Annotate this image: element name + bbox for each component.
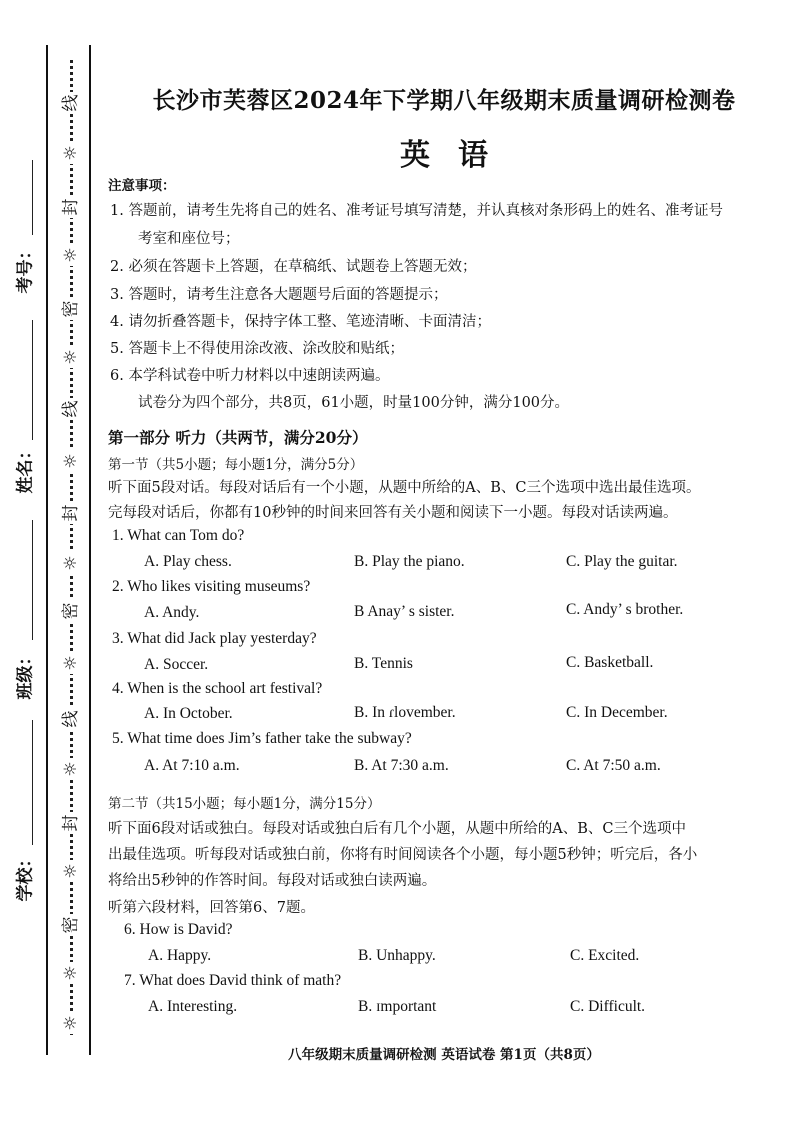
seal-mark-sun: ☼ xyxy=(60,346,82,368)
section2-instructions: 出最佳选项。听每段对话或独白前，你将有时间阅读各个小题，每小题5秒钟；听完后，各小 xyxy=(108,847,698,863)
seal-mark-sun: ☼ xyxy=(60,1012,82,1034)
question-stem: 4. When is the school art festival? xyxy=(112,680,323,697)
seal-mark-sun: ☼ xyxy=(60,758,82,780)
notice-item: 5. 答题卡上不得使用涂改液、涂改胶和贴纸； xyxy=(110,341,404,357)
option-c: C. Difficult. xyxy=(570,998,646,1015)
option-a: A. Soccer. xyxy=(144,656,209,673)
seal-mark-xian: 线 xyxy=(60,398,82,420)
seal-mark-sun: ☼ xyxy=(60,450,82,472)
option-b: B. Unhappy. xyxy=(358,947,436,964)
notice-item: 1. 答题前，请考生先将自己的姓名、准考证号填写清楚，并认真核对条形码上的姓名、准考证号 xyxy=(110,203,723,219)
question-stem: 3. What did Jack play yesterday? xyxy=(112,630,317,647)
section2-instructions: 将给出5秒钟的作答时间。每段对话或独白读两遍。 xyxy=(108,873,437,889)
notice-item: 3. 答题时，请考生注意各大题题号后面的答题提示； xyxy=(110,287,448,303)
question-stem: 2. Who likes visiting museums? xyxy=(112,578,311,595)
seal-mark-sun: ☼ xyxy=(60,962,82,984)
notice-item: 考室和座位号； xyxy=(138,231,240,247)
seal-mark-sun: ☼ xyxy=(60,860,82,882)
section1-instructions: 听下面5段对话。每段对话后有一个小题，从题中所给的A、B、C三个选项中选出最佳选项。 xyxy=(108,480,701,496)
binding-outer-line xyxy=(46,45,48,1055)
question-stem: 7. What does David think of math? xyxy=(124,972,342,989)
seal-mark-sun: ☼ xyxy=(60,552,82,574)
option-a: A. Interesting. xyxy=(148,998,238,1015)
option-a: A. In October. xyxy=(144,705,233,722)
class-label: 班级： xyxy=(15,648,36,700)
option-c: C. Play the guitar. xyxy=(566,553,678,570)
question-stem: 5. What time does Jim’s father take the subway? xyxy=(112,730,412,747)
notice-item: 4. 请勿折叠答题卡，保持字体工整、笔迹清晰、卡面清洁； xyxy=(110,314,491,330)
seal-mark-feng: 封 xyxy=(60,502,82,524)
seal-mark-sun: ☼ xyxy=(60,244,82,266)
section2-heading: 第二节（共15小题；每小题1分，满分15分） xyxy=(108,796,381,812)
option-c: C. Excited. xyxy=(570,947,640,964)
option-c: C. At 7:50 a.m. xyxy=(566,757,661,774)
name-label: 姓名： xyxy=(15,442,36,494)
seal-mark-feng: 封 xyxy=(60,196,82,218)
seal-mark-mi: 密 xyxy=(60,914,82,936)
seal-mark-xian: 线 xyxy=(60,708,82,730)
binding-inner-line xyxy=(89,45,91,1055)
option-a: A. Andy. xyxy=(144,604,200,621)
exam-title: 长沙市芙蓉区2024年下学期八年级期末质量调研检测卷 xyxy=(152,87,736,114)
option-b: B. At 7:30 a.m. xyxy=(354,757,449,774)
option-c: C. In December. xyxy=(566,704,668,721)
option-c: C. Basketball. xyxy=(566,654,654,671)
seal-mark-mi: 密 xyxy=(60,298,82,320)
seal-mark-feng: 封 xyxy=(60,812,82,834)
school-blank xyxy=(32,720,33,845)
seal-mark-sun: ☼ xyxy=(60,142,82,164)
option-b: B. Tennis xyxy=(354,655,413,672)
binding-strip xyxy=(0,0,100,1121)
section1-instructions: 完每段对话后，你都有10秒钟的时间来回答有关小题和阅读下一小题。每段对话读两遍。 xyxy=(108,505,678,521)
seal-mark-xian: 线 xyxy=(60,92,82,114)
material-note: 听第六段材料，回答第6、7题。 xyxy=(108,900,315,916)
part1-heading: 第一部分 听力（共两节，满分20分） xyxy=(108,428,368,447)
section2-instructions: 听下面6段对话或独白。每段对话或独白后有几个小题，从题中所给的A、B、C三个选项中 xyxy=(108,821,686,837)
section1-heading: 第一节（共5小题；每小题1分，满分5分） xyxy=(108,457,364,473)
school-label: 学校： xyxy=(15,850,36,902)
question-stem: 1. What can Tom do? xyxy=(112,527,245,544)
option-a: A. Play chess. xyxy=(144,553,232,570)
question-stem: 6. How is David? xyxy=(124,921,233,938)
class-blank xyxy=(32,520,33,640)
notice-item: 6. 本学科试卷中听力材料以中速朗读两遍。 xyxy=(110,368,390,384)
name-blank xyxy=(32,320,33,440)
seal-mark-mi: 密 xyxy=(60,600,82,622)
exam-page xyxy=(108,0,780,1121)
exam-summary: 试卷分为四个部分，共8页，61小题，时量100分钟，满分100分。 xyxy=(138,395,570,411)
exam-number-blank xyxy=(32,160,33,235)
option-b: B Anay’ s sister. xyxy=(354,603,455,620)
option-b: B. In ɾlovember. xyxy=(354,704,456,721)
page-footer: 八年级期末质量调研检测 英语试卷 第1页（共8页） xyxy=(288,1047,600,1063)
seal-mark-sun: ☼ xyxy=(60,652,82,674)
option-b: B. ɪmportant xyxy=(358,998,437,1015)
option-b: B. Play the piano. xyxy=(354,553,465,570)
exam-subject: 英语 xyxy=(400,138,516,173)
notice-heading: 注意事项： xyxy=(108,178,176,194)
exam-number-label: 考号： xyxy=(15,242,36,294)
option-a: A. At 7:10 a.m. xyxy=(144,757,240,774)
option-c: C. Andy’ s brother. xyxy=(566,601,684,618)
option-a: A. Happy. xyxy=(148,947,212,964)
notice-item: 2. 必须在答题卡上答题，在草稿纸、试题卷上答题无效； xyxy=(110,259,477,275)
